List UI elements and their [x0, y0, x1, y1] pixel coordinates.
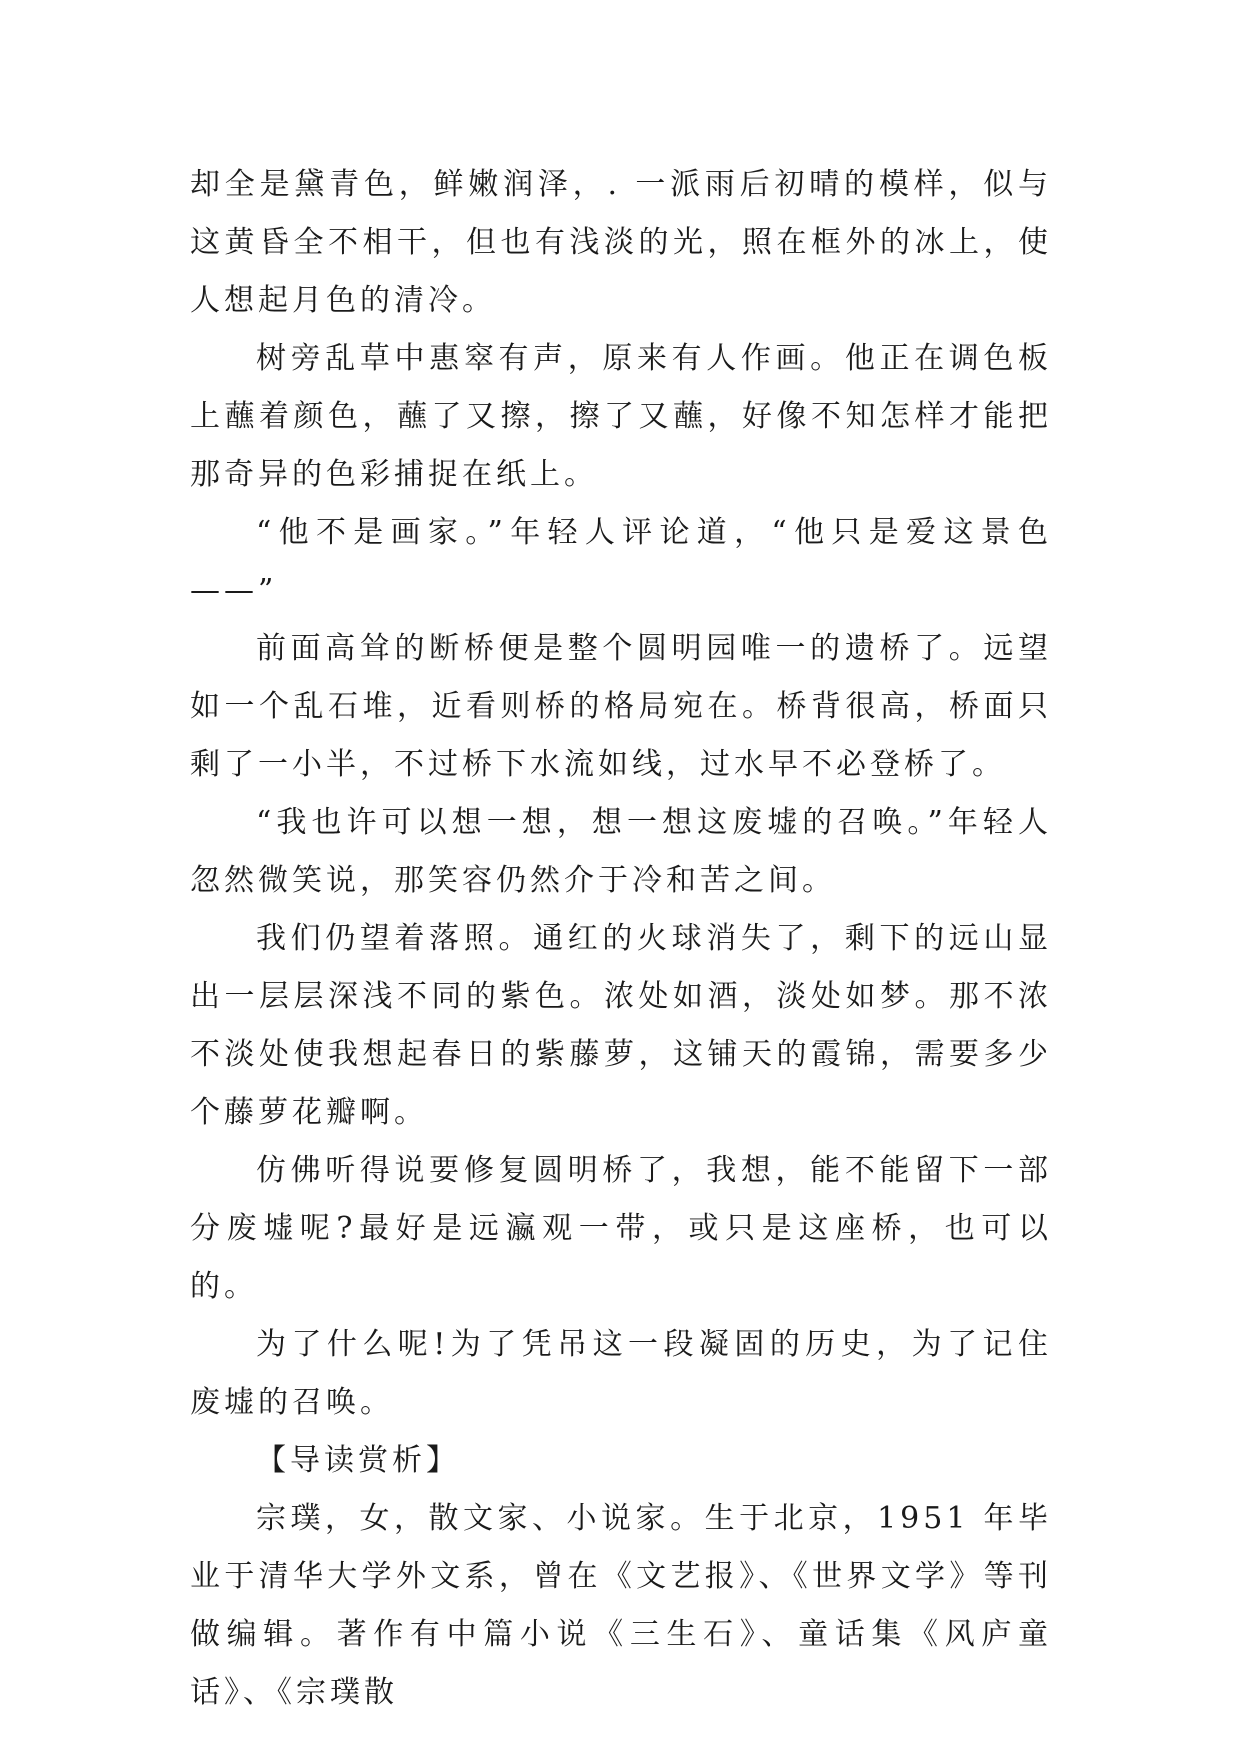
paragraph: 树旁乱草中惠窣有声，原来有人作画。他正在调色板上蘸着颜色，蘸了又擦，擦了又蘸，好像不知怎样才能把那奇异的色彩捕捉在纸上。	[190, 341, 1052, 492]
paragraph: 前面高耸的断桥便是整个圆明园唯一的遗桥了。远望如一个乱石堆，近看则桥的格局宛在。桥背很高，桥面只剩了一小半，不过桥下水流如线，过水早不必登桥了。	[190, 631, 1052, 782]
paragraph-author-intro: 宗璞，女，散文家、小说家。生于北京，1951 年毕业于清华大学外文系，曾在《文艺报》、《世界文学》等刊做编辑。著作有中篇小说《三生石》、童话集《风庐童话》、《宗璞散	[190, 1501, 1052, 1710]
paragraph-dialogue: “他不是画家。”年轻人评论道，“他只是爱这景色——”	[190, 515, 1052, 608]
paragraph: 仿佛听得说要修复圆明桥了，我想，能不能留下一部分废墟呢?最好是远瀛观一带，或只是这座桥，也可以的。	[190, 1153, 1052, 1304]
paragraph-dialogue: “我也许可以想一想，想一想这废墟的召唤。”年轻人忽然微笑说，那笑容仍然介于冷和苦之间。	[190, 805, 1052, 898]
paragraph-continuation: 却全是黛青色，鲜嫩润泽，. 一派雨后初晴的模样，似与这黄昏全不相干，但也有浅淡的光，照在框外的冰上，使人想起月色的清冷。	[190, 167, 1052, 318]
section-heading: 【导读赏析】	[256, 1443, 460, 1478]
paragraph: 为了什么呢!为了凭吊这一段凝固的历史，为了记住废墟的召唤。	[190, 1327, 1052, 1420]
paragraph: 我们仍望着落照。通红的火球消失了，剩下的远山显出一层层深浅不同的紫色。浓处如酒，淡处如梦。那不浓不淡处使我想起春日的紫藤萝，这铺天的霞锦，需要多少个藤萝花瓣啊。	[190, 921, 1052, 1130]
text-body	[190, 156, 1052, 1722]
